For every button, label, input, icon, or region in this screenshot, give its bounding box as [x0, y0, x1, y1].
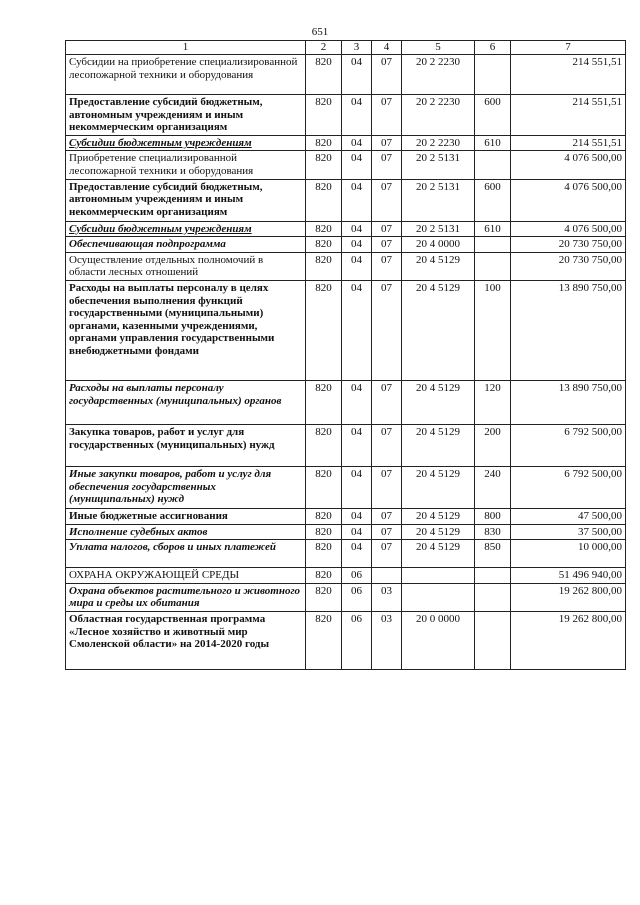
row-code-2-cell: 820 — [306, 380, 342, 424]
row-amount-cell: 20 730 750,00 — [511, 237, 626, 253]
table-row — [66, 280, 626, 380]
page-number: 651 — [311, 26, 329, 38]
row-code-4-cell: 07 — [372, 221, 402, 237]
row-code-4-cell: 07 — [372, 237, 402, 253]
row-amount-cell: 37 500,00 — [511, 524, 626, 540]
row-code-5-cell: 20 2 5131 — [402, 221, 475, 237]
row-code-4-cell: 07 — [372, 424, 402, 466]
row-code-6-cell: 850 — [475, 540, 511, 568]
row-code-5-cell: 20 4 5129 — [402, 280, 475, 380]
col-header-2: 2 — [306, 41, 342, 55]
row-amount-cell: 214 551,51 — [511, 135, 626, 151]
row-code-4-cell: 07 — [372, 135, 402, 151]
row-code-2-cell: 820 — [306, 611, 342, 669]
row-code-3-cell: 04 — [342, 151, 372, 179]
table-row — [66, 424, 626, 466]
row-amount-cell: 13 890 750,00 — [511, 280, 626, 380]
row-code-6-cell: 830 — [475, 524, 511, 540]
row-amount-cell: 10 000,00 — [511, 540, 626, 568]
row-code-6-cell: 600 — [475, 179, 511, 221]
table-row — [66, 524, 626, 540]
row-name-cell: ОХРАНА ОКРУЖАЮЩЕЙ СРЕДЫ — [66, 568, 306, 584]
row-code-6-cell — [475, 568, 511, 584]
row-code-5-cell: 20 4 5129 — [402, 524, 475, 540]
row-code-2-cell: 820 — [306, 95, 342, 136]
row-amount-cell: 13 890 750,00 — [511, 380, 626, 424]
row-code-2-cell: 820 — [306, 55, 342, 95]
row-code-4-cell: 07 — [372, 280, 402, 380]
row-amount-cell: 47 500,00 — [511, 508, 626, 524]
col-header-7: 7 — [511, 41, 626, 55]
row-code-2-cell: 820 — [306, 524, 342, 540]
row-code-4-cell — [372, 568, 402, 584]
row-code-4-cell: 07 — [372, 151, 402, 179]
row-code-4-cell: 03 — [372, 583, 402, 611]
budget-table — [65, 40, 626, 670]
row-code-2-cell: 820 — [306, 151, 342, 179]
row-code-6-cell: 610 — [475, 221, 511, 237]
row-code-2-cell: 820 — [306, 540, 342, 568]
row-code-6-cell — [475, 55, 511, 95]
row-code-5-cell: 20 4 5129 — [402, 466, 475, 508]
row-code-5-cell: 20 2 5131 — [402, 151, 475, 179]
row-name-cell: Иные бюджетные ассигнования — [66, 508, 306, 524]
row-name-cell: Приобретение специализированной лесопожарной техники и оборудования — [66, 151, 306, 179]
table-row — [66, 151, 626, 179]
row-code-5-cell: 20 4 5129 — [402, 424, 475, 466]
row-name-cell: Предоставление субсидий бюджетным, автономным учреждениям и иным некоммерческим организациям — [66, 95, 306, 136]
row-code-4-cell: 07 — [372, 95, 402, 136]
row-name-cell: Расходы на выплаты персоналу в целях обеспечения выполнения функций государственными (муниципальными) органами, казенными учреждениями, органами управления государственными внебюджетными фондами — [66, 280, 306, 380]
row-amount-cell: 6 792 500,00 — [511, 424, 626, 466]
row-name-cell: Иные закупки товаров, работ и услуг для обеспечения государственных (муниципальных) нужд — [66, 466, 306, 508]
row-code-4-cell: 07 — [372, 466, 402, 508]
row-code-2-cell: 820 — [306, 221, 342, 237]
row-code-5-cell: 20 4 5129 — [402, 380, 475, 424]
row-amount-cell: 6 792 500,00 — [511, 466, 626, 508]
row-code-3-cell: 06 — [342, 583, 372, 611]
row-code-5-cell: 20 4 5129 — [402, 540, 475, 568]
row-code-6-cell — [475, 151, 511, 179]
row-code-4-cell: 07 — [372, 55, 402, 95]
row-amount-cell: 20 730 750,00 — [511, 252, 626, 280]
row-code-4-cell: 07 — [372, 380, 402, 424]
table-row — [66, 583, 626, 611]
table-row — [66, 380, 626, 424]
row-code-3-cell: 06 — [342, 568, 372, 584]
row-code-2-cell: 820 — [306, 252, 342, 280]
row-code-4-cell: 07 — [372, 508, 402, 524]
row-code-2-cell: 820 — [306, 568, 342, 584]
row-code-5-cell: 20 2 2230 — [402, 55, 475, 95]
row-code-6-cell — [475, 611, 511, 669]
row-code-6-cell: 800 — [475, 508, 511, 524]
row-amount-cell: 19 262 800,00 — [511, 611, 626, 669]
header-row — [66, 41, 626, 55]
row-amount-cell: 4 076 500,00 — [511, 221, 626, 237]
table-row — [66, 95, 626, 136]
col-header-1: 1 — [66, 41, 306, 55]
row-amount-cell: 214 551,51 — [511, 55, 626, 95]
row-code-5-cell: 20 2 2230 — [402, 135, 475, 151]
row-code-3-cell: 04 — [342, 280, 372, 380]
table-row — [66, 611, 626, 669]
row-code-3-cell: 04 — [342, 424, 372, 466]
row-amount-cell: 4 076 500,00 — [511, 151, 626, 179]
row-code-3-cell: 04 — [342, 55, 372, 95]
row-code-3-cell: 04 — [342, 135, 372, 151]
row-code-3-cell: 04 — [342, 179, 372, 221]
row-name-cell: Осуществление отдельных полномочий в области лесных отношений — [66, 252, 306, 280]
row-code-6-cell: 100 — [475, 280, 511, 380]
table-row — [66, 135, 626, 151]
row-code-6-cell — [475, 583, 511, 611]
row-code-5-cell: 20 2 2230 — [402, 95, 475, 136]
table-row — [66, 237, 626, 253]
row-code-4-cell: 03 — [372, 611, 402, 669]
row-amount-cell: 51 496 940,00 — [511, 568, 626, 584]
row-code-2-cell: 820 — [306, 583, 342, 611]
row-name-cell: Обеспечивающая подпрограмма — [66, 237, 306, 253]
row-code-3-cell: 04 — [342, 252, 372, 280]
row-code-6-cell: 120 — [475, 380, 511, 424]
row-code-5-cell: 20 4 5129 — [402, 252, 475, 280]
row-name-cell: Субсидии на приобретение специализированной лесопожарной техники и оборудования — [66, 55, 306, 95]
row-code-5-cell — [402, 568, 475, 584]
row-name-cell: Уплата налогов, сборов и иных платежей — [66, 540, 306, 568]
row-code-5-cell — [402, 583, 475, 611]
row-code-5-cell: 20 2 5131 — [402, 179, 475, 221]
row-code-2-cell: 820 — [306, 237, 342, 253]
row-code-3-cell: 04 — [342, 95, 372, 136]
row-code-4-cell: 07 — [372, 252, 402, 280]
row-code-2-cell: 820 — [306, 179, 342, 221]
table-row — [66, 179, 626, 221]
row-code-2-cell: 820 — [306, 466, 342, 508]
col-header-5: 5 — [402, 41, 475, 55]
row-code-4-cell: 07 — [372, 540, 402, 568]
row-name-cell: Закупка товаров, работ и услуг для государственных (муниципальных) нужд — [66, 424, 306, 466]
row-name-cell: Субсидии бюджетным учреждениям — [66, 221, 306, 237]
row-code-3-cell: 06 — [342, 611, 372, 669]
row-code-6-cell: 600 — [475, 95, 511, 136]
row-code-4-cell: 07 — [372, 524, 402, 540]
row-code-3-cell: 04 — [342, 508, 372, 524]
col-header-3: 3 — [342, 41, 372, 55]
row-name-cell: Исполнение судебных актов — [66, 524, 306, 540]
table-row — [66, 252, 626, 280]
row-code-3-cell: 04 — [342, 380, 372, 424]
row-name-cell: Охрана объектов растительного и животного мира и среды их обитания — [66, 583, 306, 611]
row-amount-cell: 19 262 800,00 — [511, 583, 626, 611]
row-code-6-cell: 240 — [475, 466, 511, 508]
row-code-4-cell: 07 — [372, 179, 402, 221]
row-code-2-cell: 820 — [306, 424, 342, 466]
col-header-6: 6 — [475, 41, 511, 55]
row-code-3-cell: 04 — [342, 237, 372, 253]
table-row — [66, 508, 626, 524]
row-code-6-cell: 200 — [475, 424, 511, 466]
row-code-5-cell: 20 4 0000 — [402, 237, 475, 253]
row-code-3-cell: 04 — [342, 524, 372, 540]
row-code-3-cell: 04 — [342, 466, 372, 508]
table-row — [66, 466, 626, 508]
row-code-5-cell: 20 0 0000 — [402, 611, 475, 669]
table-row — [66, 568, 626, 584]
row-code-5-cell: 20 4 5129 — [402, 508, 475, 524]
row-name-cell: Расходы на выплаты персоналу государственных (муниципальных) органов — [66, 380, 306, 424]
table-row — [66, 540, 626, 568]
row-amount-cell: 214 551,51 — [511, 95, 626, 136]
row-code-2-cell: 820 — [306, 280, 342, 380]
row-code-2-cell: 820 — [306, 508, 342, 524]
row-code-2-cell: 820 — [306, 135, 342, 151]
row-amount-cell: 4 076 500,00 — [511, 179, 626, 221]
table-body — [66, 55, 626, 670]
row-name-cell: Субсидии бюджетным учреждениям — [66, 135, 306, 151]
row-name-cell: Предоставление субсидий бюджетным, автономным учреждениям и иным некоммерческим организациям — [66, 179, 306, 221]
col-header-4: 4 — [372, 41, 402, 55]
row-code-6-cell — [475, 252, 511, 280]
row-code-3-cell: 04 — [342, 540, 372, 568]
table-row — [66, 221, 626, 237]
row-name-cell: Областная государственная программа «Лесное хозяйство и животный мир Смоленской области» на 2014-2020 годы — [66, 611, 306, 669]
table-row — [66, 55, 626, 95]
row-code-3-cell: 04 — [342, 221, 372, 237]
row-code-6-cell — [475, 237, 511, 253]
row-code-6-cell: 610 — [475, 135, 511, 151]
